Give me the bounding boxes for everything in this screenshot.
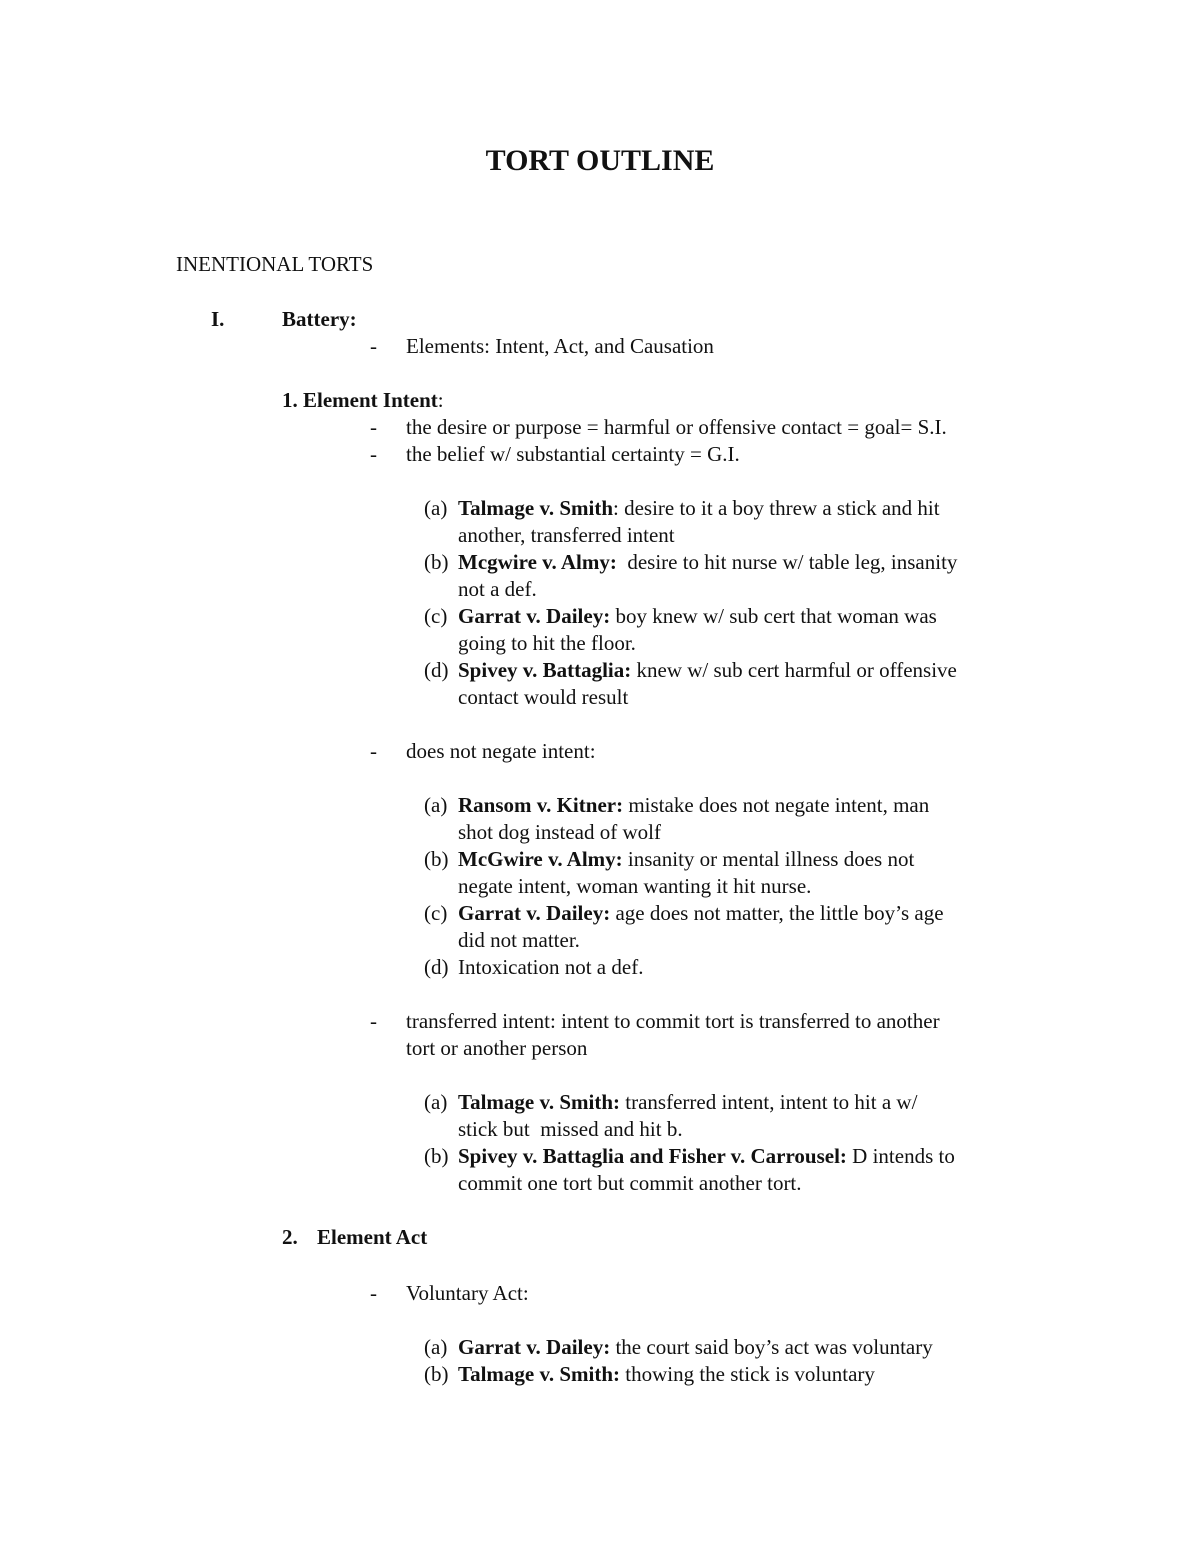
case-entry: Garrat v. Dailey: boy knew w/ sub cert that woman was	[458, 604, 937, 628]
dash-bullet: -	[370, 1009, 377, 1033]
case-entry: Garrat v. Dailey: the court said boy’s act was voluntary	[458, 1335, 933, 1359]
list-item-label: (b)	[424, 1362, 449, 1386]
list-item-label: (a)	[424, 1335, 448, 1359]
outline-numeral: I.	[211, 307, 225, 331]
case-entry: Spivey v. Battaglia and Fisher v. Carrousel: D intends to	[458, 1144, 955, 1168]
list-item-label: (b)	[424, 1144, 449, 1168]
list-item-label: (c)	[424, 604, 448, 628]
elements-line: Elements: Intent, Act, and Causation	[406, 334, 714, 358]
case-entry: Spivey v. Battaglia: knew w/ sub cert harmful or offensive	[458, 658, 957, 682]
intent-heading: 1. Element Intent:	[282, 388, 444, 412]
list-item-label: (a)	[424, 1090, 448, 1114]
case-entry-continuation: contact would result	[458, 685, 629, 709]
voluntary-act-line: Voluntary Act:	[406, 1281, 529, 1305]
dash-bullet: -	[370, 442, 377, 466]
case-entry-continuation: not a def.	[458, 577, 537, 601]
list-item-label: (d)	[424, 955, 449, 979]
case-entry: Talmage v. Smith: desire to it a boy threw a stick and hit	[458, 496, 940, 520]
intent-definition: the belief w/ substantial certainty = G.I.	[406, 442, 740, 466]
case-entry-continuation: going to hit the floor.	[458, 631, 636, 655]
document-title: TORT OUTLINE	[485, 144, 715, 177]
dash-bullet: -	[370, 334, 377, 358]
case-entry-continuation: another, transferred intent	[458, 523, 675, 547]
case-entry: Intoxication not a def.	[458, 955, 644, 979]
case-entry: Garrat v. Dailey: age does not matter, the little boy’s age	[458, 901, 944, 925]
act-heading-number: 2.	[282, 1225, 298, 1249]
case-entry: McGwire v. Almy: insanity or mental illness does not	[458, 847, 915, 871]
list-item-label: (b)	[424, 847, 449, 871]
list-item-label: (a)	[424, 496, 448, 520]
case-entry: Mcgwire v. Almy: desire to hit nurse w/ table leg, insanity	[458, 550, 958, 574]
section-heading: INENTIONAL TORTS	[176, 252, 374, 276]
list-item-label: (d)	[424, 658, 449, 682]
dash-bullet: -	[370, 739, 377, 763]
case-entry-continuation: negate intent, woman wanting it hit nurse.	[458, 874, 812, 898]
list-item-label: (b)	[424, 550, 449, 574]
list-item-label: (a)	[424, 793, 448, 817]
battery-heading: Battery:	[282, 307, 357, 331]
case-entry: Ransom v. Kitner: mistake does not negate intent, man	[458, 793, 930, 817]
case-entry-continuation: shot dog instead of wolf	[458, 820, 661, 844]
act-heading: Element Act	[317, 1225, 428, 1249]
intent-definition: the desire or purpose = harmful or offensive contact = goal= S.I.	[406, 415, 947, 439]
dash-bullet: -	[370, 1281, 377, 1305]
case-entry-continuation: commit one tort but commit another tort.	[458, 1171, 802, 1195]
transferred-intent-continuation: tort or another person	[406, 1036, 588, 1060]
transferred-intent-line: transferred intent: intent to commit tort is transferred to another	[406, 1009, 940, 1033]
list-item-label: (c)	[424, 901, 448, 925]
case-entry-continuation: did not matter.	[458, 928, 580, 952]
dash-bullet: -	[370, 415, 377, 439]
negate-intent-line: does not negate intent:	[406, 739, 596, 763]
case-entry: Talmage v. Smith: transferred intent, intent to hit a w/	[458, 1090, 918, 1114]
case-entry: Talmage v. Smith: thowing the stick is voluntary	[458, 1362, 875, 1386]
case-entry-continuation: stick but missed and hit b.	[458, 1117, 683, 1141]
